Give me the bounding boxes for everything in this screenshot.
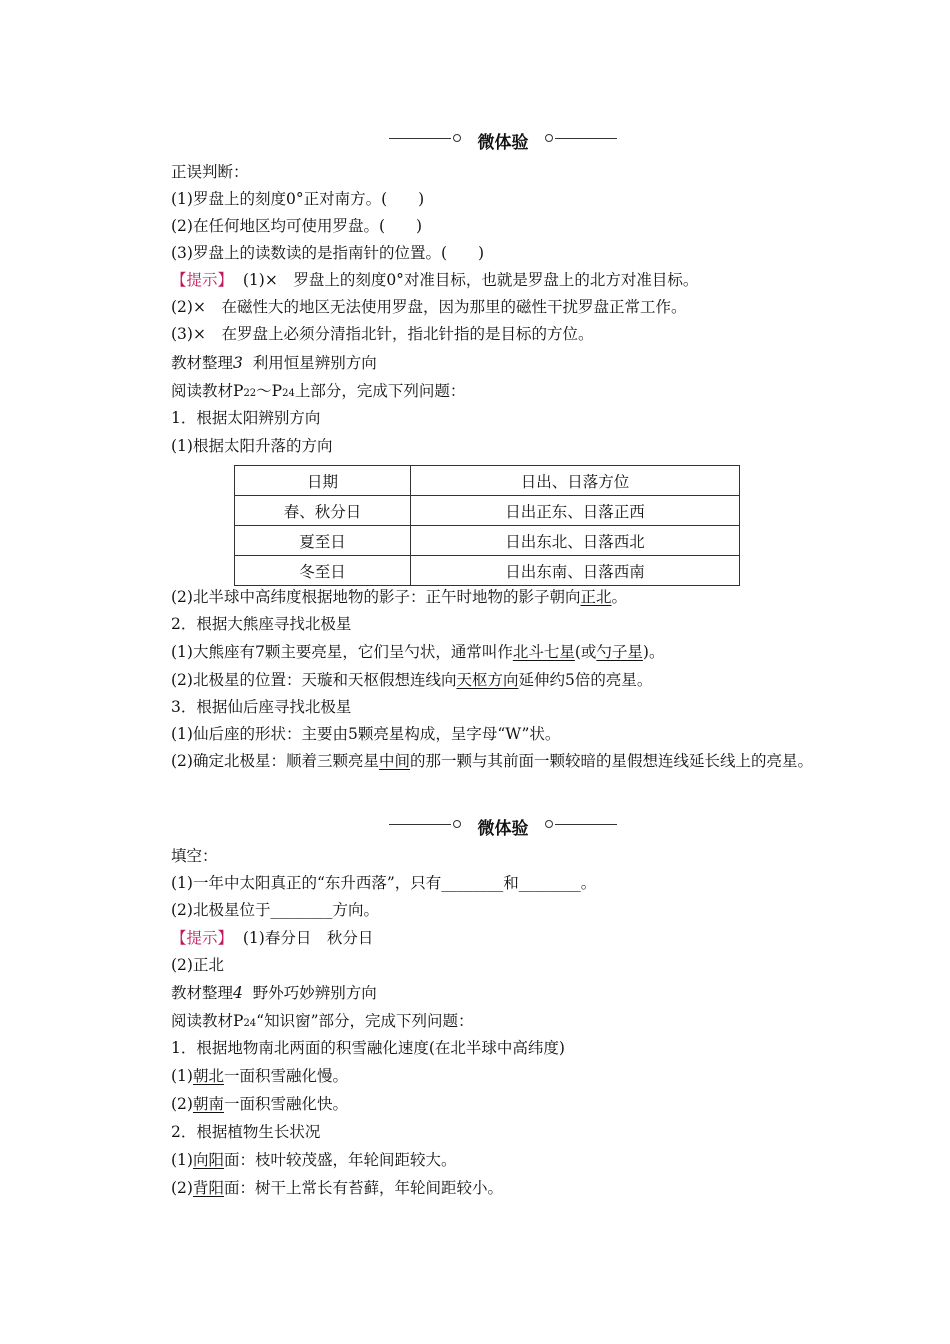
fill-item: (1)一年中太阳真正的“东升西落”，只有________和________。 — [171, 874, 597, 892]
banner-title: 微体验 — [477, 133, 529, 153]
paragraph: (2)背阳面：树干上常长有苔藓，年轮间距较小。 — [171, 1179, 503, 1197]
hint-line — [171, 270, 698, 290]
table-row — [235, 556, 740, 586]
table-row — [235, 526, 740, 556]
paragraph: (2)北半球中高纬度根据地物的影子：正午时地物的影子朝向正北。 — [171, 588, 627, 606]
subheading: (1)根据太阳升落的方向 — [171, 437, 333, 455]
hint-line: (2)× 在磁性大的地区无法使用罗盘，因为那里的磁性干扰罗盘正常工作。 — [171, 298, 687, 316]
circle-ornament-icon — [545, 134, 553, 142]
divider — [555, 824, 617, 825]
table-header: 日期 — [235, 466, 411, 496]
table-cell: 日出正东、日落正西 — [411, 496, 740, 526]
reading-instruction: 阅读教材P22～P24上部分，完成下列问题： — [171, 382, 466, 400]
fill-item: (2)北极星位于________方向。 — [171, 901, 379, 919]
section-banner — [389, 814, 617, 839]
hint-text: (1)× 罗盘上的刻度0°对准目标，也就是罗盘上的北方对准目标。 — [242, 271, 699, 289]
hint-label: 【提示】 — [171, 929, 234, 947]
table-header: 日出、日落方位 — [411, 466, 740, 496]
hint-line: (3)× 在罗盘上必须分清指北针，指北针指的是目标的方位。 — [171, 325, 594, 343]
table-cell: 日出东北、日落西北 — [411, 526, 740, 556]
banner-title: 微体验 — [477, 819, 529, 839]
table-cell: 春、秋分日 — [235, 496, 411, 526]
table-header-row — [235, 466, 740, 496]
section-heading: 教材整理3 利用恒星辨别方向 — [171, 354, 377, 372]
paragraph: (2)北极星的位置：天璇和天枢假想连线向天枢方向延伸约5倍的亮星。 — [171, 671, 653, 689]
table-row — [235, 496, 740, 526]
question-item: (1)罗盘上的刻度0°正对南方。( ) — [171, 190, 425, 208]
hint-text: (1)春分日 秋分日 — [242, 929, 374, 947]
table-cell: 夏至日 — [235, 526, 411, 556]
circle-ornament-icon — [545, 820, 553, 828]
paragraph: (1)仙后座的形状：主要由5颗亮星构成，呈字母“W”状。 — [171, 725, 561, 743]
table-cell: 冬至日 — [235, 556, 411, 586]
table-cell: 日出东南、日落西南 — [411, 556, 740, 586]
section-heading: 教材整理4 野外巧妙辨别方向 — [171, 984, 377, 1002]
question-item: (2)在任何地区均可使用罗盘。( ) — [171, 217, 423, 235]
question-item: (3)罗盘上的读数读的是指南针的位置。( ) — [171, 244, 485, 262]
hint-label: 【提示】 — [171, 271, 234, 289]
heading: 3．根据仙后座寻找北极星 — [171, 698, 352, 716]
answer: (2)正北 — [171, 956, 224, 974]
paragraph: (1)向阳面：枝叶较茂盛，年轮间距较大。 — [171, 1151, 457, 1169]
sun-direction-table — [234, 465, 740, 586]
paragraph: (1)朝北一面积雪融化慢。 — [171, 1067, 348, 1085]
fill-intro: 填空： — [171, 847, 218, 865]
paragraph: (2)朝南一面积雪融化快。 — [171, 1095, 348, 1113]
heading: 1．根据太阳辨别方向 — [171, 409, 321, 427]
hint-line — [171, 928, 373, 948]
divider — [555, 138, 617, 139]
heading: 1．根据地物南北两面的积雪融化速度(在北半球中高纬度) — [171, 1039, 565, 1057]
section-banner — [389, 128, 617, 153]
reading-instruction: 阅读教材P24“知识窗”部分，完成下列问题： — [171, 1012, 474, 1030]
question-intro: 正误判断： — [171, 163, 249, 181]
paragraph: (2)确定北极星：顺着三颗亮星中间的那一颗与其前面一颗较暗的星假想连线延长线上的亮星。 — [171, 752, 813, 770]
paragraph: (1)大熊座有7颗主要亮星，它们呈勺状，通常叫作北斗七星(或勺子星)。 — [171, 643, 665, 661]
heading: 2．根据大熊座寻找北极星 — [171, 615, 352, 633]
heading: 2．根据植物生长状况 — [171, 1123, 321, 1141]
